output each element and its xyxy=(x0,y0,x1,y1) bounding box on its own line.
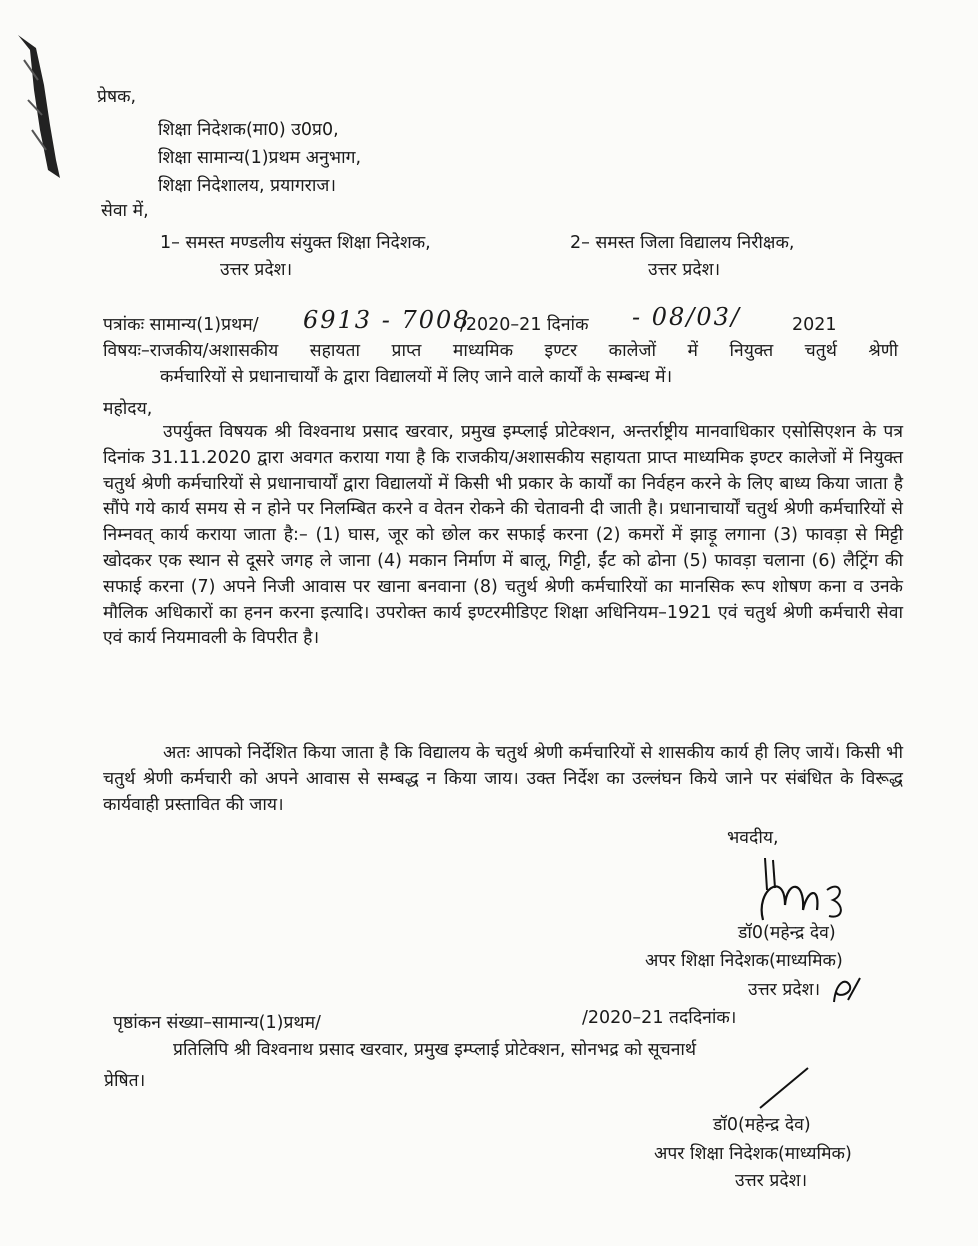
recipient-1-line-1: 1– समस्त मण्डलीय संयुक्त शिक्षा निदेशक, xyxy=(160,233,431,253)
sender-line-2: शिक्षा सामान्य(1)प्रथम अनुभाग, xyxy=(158,148,362,168)
signature-1-icon xyxy=(745,850,855,930)
salutation: महोदय, xyxy=(103,399,153,419)
sender-label: प्रेषक, xyxy=(97,87,137,107)
signatory-2-designation: अपर शिक्षा निदेशक(माध्यमिक) xyxy=(654,1144,852,1164)
body-paragraph-1-text: उपर्युक्त विषयक श्री विश्वनाथ प्रसाद खरवार, प्रमुख इम्प्लाई प्रोटेक्शन, अन्तर्राष्ट्रीय मानवाधिकार एसोसिएशन के पत्र दिनांक 31.11.2020 द्वारा अवगत कराया गया है कि राजकीय/अशासकीय सहायता प्राप्त माध्यमिक इण्टर कालेजों में नियुक्त चतुर्थ श्रेणी कर्मचारियों से प्रधानाचार्यों द्वारा विद्यालयों में किसी भी प्रकार के कार्यों का निर्वहन करने के लिए बाध्य किया जाता है सौंपे गये कार्य समय से न होने पर निलम्बित करने व वेतन रोकने की चेतावनी दी जाती है। प्रधानाचार्यों चतुर्थ श्रेणी कर्मचारियों से निम्नवत् कार्य कराया जाता है:– (1) घास, जूर को छोल कर सफाई करना (2) कमरों में झाड़ू लगाना (3) फावड़ा से मिट्टी खोदकर एक स्थान से दूसरे जगह ले जाना (4) मकान निर्माण में बालू, गिट्टी, ईंट को ढोना (5) फावड़ा चलाना (6) लैट्रिंग की सफाई करना (7) अपने निजी आवास पर खाना बनवाना (8) चतुर्थ श्रेणी कर्मचारियों का मानसिक रूप शोषण कना व उनके मौलिक अधिकारों का हनन करना इत्यादि। उपरोक्त कार्य इण्टरमीडिएट शिक्षा अधिनियम–1921 एवं चतुर्थ श्रेणी कर्मचारी सेवा एवं कार्य नियमावली के विपरीत है। xyxy=(103,422,903,649)
body-paragraph-1 xyxy=(103,420,903,652)
signatory-1-name: डॉ0(महेन्द्र देव) xyxy=(738,923,836,943)
sender-line-1: शिक्षा निदेशक(मा0) उ0प्र0, xyxy=(158,120,339,140)
endorsement-copy-line-1: प्रतिलिपि श्री विश्वनाथ प्रसाद खरवार, प्रमुख इम्प्लाई प्रोटेक्शन, सोनभद्र को सूचनार्थ xyxy=(173,1040,697,1060)
ref-number-handwritten: 6913 - 7008 xyxy=(303,306,471,334)
ref-prefix: पत्रांकः सामान्य(1)प्रथम/ xyxy=(103,315,259,335)
subject-line-2: कर्मचारियों से प्रधानाचार्यों के द्वारा विद्यालयों में लिए जाने वाले कार्यों के सम्बन्ध में। xyxy=(160,367,673,387)
ref-date-handwritten: - 08/03/ xyxy=(632,303,741,331)
initial-mark-icon xyxy=(826,972,866,1008)
signatory-2-name: डॉ0(महेन्द्र देव) xyxy=(713,1115,811,1135)
endorsement-number-suffix: /2020–21 तददिनांक। xyxy=(582,1008,737,1028)
signature-2-icon xyxy=(750,1062,820,1112)
sender-line-3: शिक्षा निदेशालय, प्रयागराज। xyxy=(158,176,336,196)
signatory-2-state: उत्तर प्रदेश। xyxy=(735,1171,808,1191)
endorsement-copy-line-2: प्रेषित। xyxy=(104,1071,146,1091)
staple-mark-icon xyxy=(10,30,70,180)
recipients-label: सेवा में, xyxy=(101,201,149,221)
body-paragraph-2-text: अतः आपको निर्देशित किया जाता है कि विद्यालय के चतुर्थ श्रेणी कर्मचारियों से शासकीय कार्य ही लिए जायें। किसी भी चतुर्थ श्रेणी कर्मचारी को अपने आवास से सम्बद्ध न किया जाय। उक्त निर्देश का उल्लंघन किये जाने पर संबंधित के विरूद्ध कार्यवाही प्रस्तावित की जाय। xyxy=(103,743,903,815)
recipient-2-line-1: 2– समस्त जिला विद्यालय निरीक्षक, xyxy=(570,233,795,253)
recipient-2-line-2: उत्तर प्रदेश। xyxy=(648,260,721,280)
closing: भवदीय, xyxy=(727,828,779,848)
signatory-1-designation: अपर शिक्षा निदेशक(माध्यमिक) xyxy=(645,951,843,971)
body-paragraph-2 xyxy=(103,741,903,818)
subject-line-1: विषयः–राजकीय/अशासकीय सहायता प्राप्त माध्यमिक इण्टर कालेजों में नियुक्त चतुर्थ श्रेणी xyxy=(103,341,898,361)
recipient-1-line-2: उत्तर प्रदेश। xyxy=(220,260,293,280)
endorsement-number-prefix: पृष्ठांकन संख्या–सामान्य(1)प्रथम/ xyxy=(113,1013,321,1033)
signatory-1-state: उत्तर प्रदेश। xyxy=(748,980,821,1000)
ref-date-year: 2021 xyxy=(792,315,837,335)
ref-year: /2020–21 दिनांक xyxy=(460,315,589,335)
